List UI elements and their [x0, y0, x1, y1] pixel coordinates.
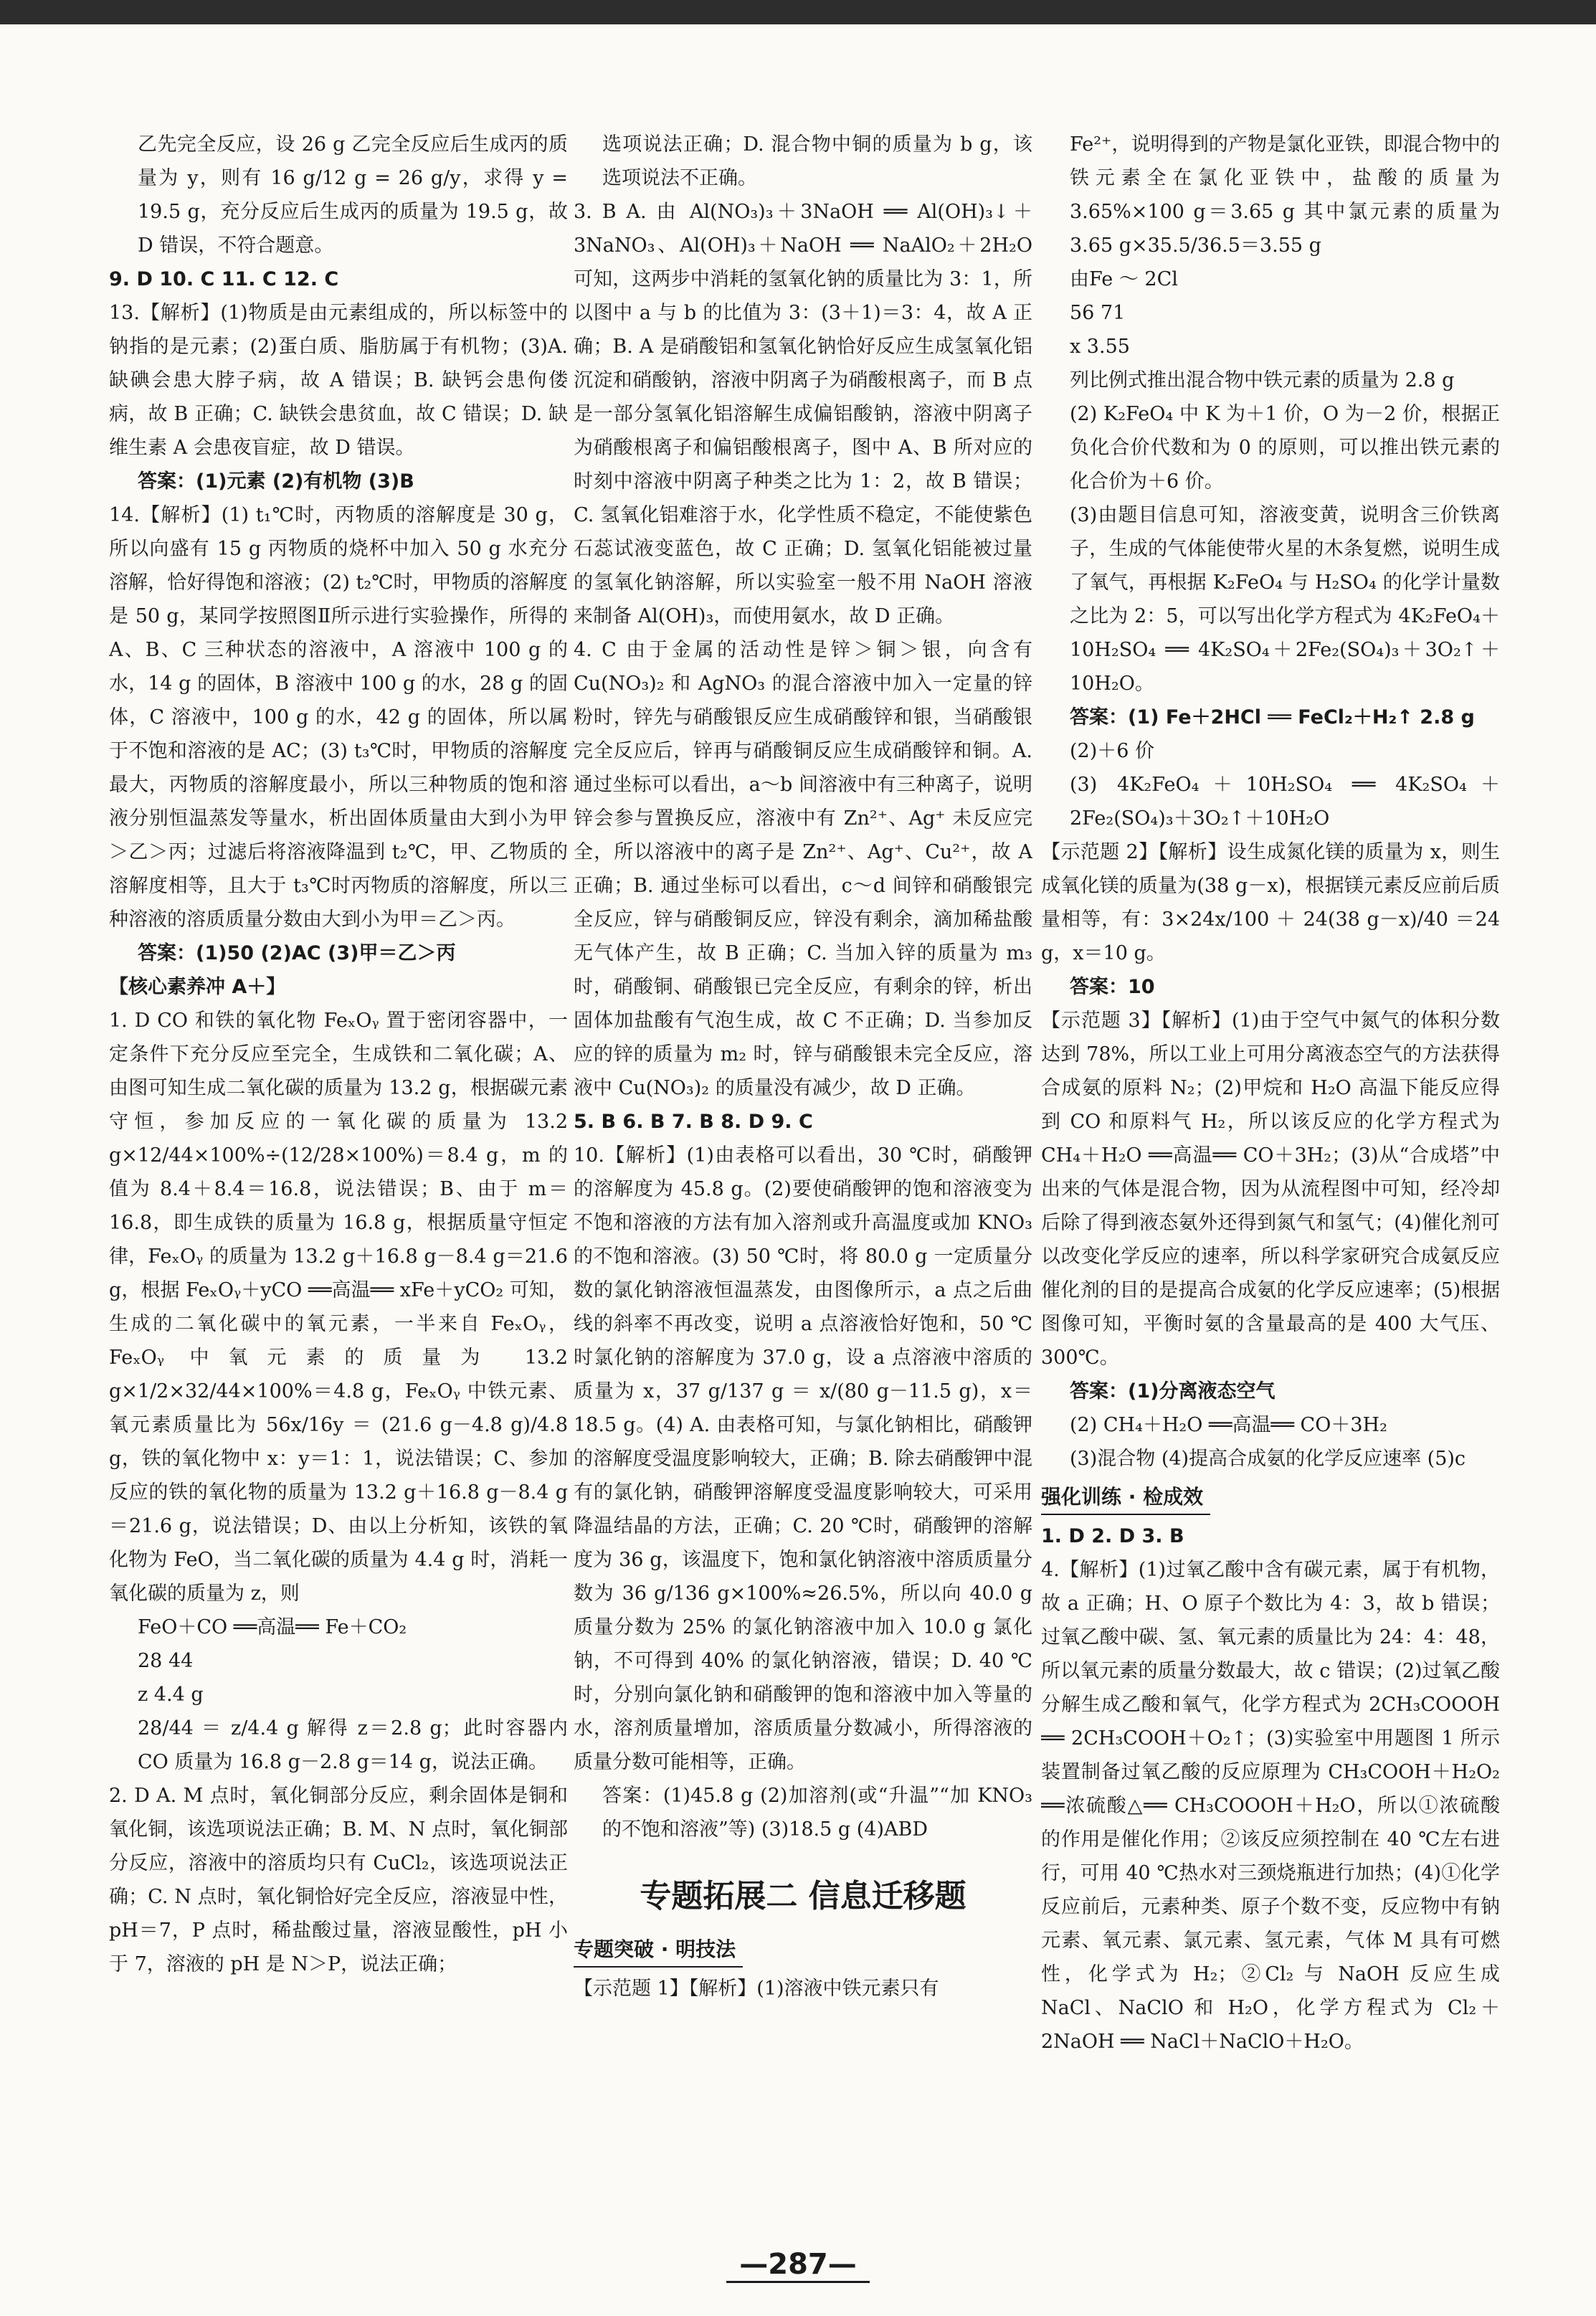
paragraph: 14.【解析】(1) t₁℃时，丙物质的溶解度是 30 g，所以向盛有 15 g 丙物质的烧杯中加入 50 g 水充分溶解，恰好得饱和溶液；(2) t₂℃时，甲物质的溶解度是 50 g，某同学按照图Ⅱ所示进行实验操作，所得的 A、B、C 三种状态的溶液中，A 溶液中 100 g 的水，14 g 的固体，B 溶液中 100 g 的水，28 g 的固体，C 溶液中，100 g 的水，42 g 的固体，所以属于不饱和溶液的是 AC；(3) t₃℃时，甲物质的溶解度最大，丙物质的溶解度最小，所以三种物质的饱和溶液分别恒温蒸发等量水，析出固体质量由大到小为甲＞乙＞丙；过滤后将溶液降温到 t₂℃，甲、乙物质的溶解度相等，且大于 t₃℃时丙物质的溶解度，所以三种溶液的溶质质量分数由大到小为甲＝乙＞丙。: [109, 504, 568, 931]
paragraph: Fe²⁺，说明得到的产物是氯化亚铁，即混合物中的铁元素全在氯化亚铁中，盐酸的质量为 3.65%×100 g＝3.65 g 其中氯元素的质量为 3.65 g×35.5/36.5＝3.55 g: [1070, 133, 1500, 257]
equation-line: FeO＋CO ══高温══ Fe＋CO₂: [138, 1616, 407, 1638]
column-left: [109, 128, 568, 2207]
answer-line: (3) 4K₂FeO₄＋10H₂SO₄ ══ 4K₂SO₄＋2Fe₂(SO₄)₃＋3O₂↑＋10H₂O: [1070, 774, 1500, 830]
paragraph: 列比例式推出混合物中铁元素的质量为 2.8 g: [1070, 369, 1455, 391]
paragraph: 1. D CO 和铁的氧化物 FeₓOᵧ 置于密闭容器中，一定条件下充分反应至完全，生成铁和二氧化碳；A、由图可知生成二氧化碳的质量为 13.2 g，根据碳元素守恒，参加反应的一氧化碳的质量为 13.2 g×12/44×100%÷(12/28×100%)＝8.4 g，m 的值为 8.4＋8.4＝16.8，说法错误；B、由于 m＝16.8，即生成铁的质量为 16.8 g，根据质量守恒定律，FeₓOᵧ 的质量为 13.2 g＋16.8 g－8.4 g＝21.6 g，根据 FeₓOᵧ＋yCO ══高温══ xFe＋yCO₂ 可知，生成的二氧化碳中的氧元素，一半来自 FeₓOᵧ，FeₓOᵧ 中氧元素的质量为 13.2 g×1/2×32/44×100%＝4.8 g，FeₓOᵧ 中铁元素、氧元素质量比为 56x/16y ＝ (21.6 g－4.8 g)/4.8 g，铁的氧化物中 x：y＝1：1，说法错误；C、参加反应的铁的氧化物的质量为 13.2 g＋16.8 g－8.4 g＝21.6 g，说法错误；D、由以上分析知，该铁的氧化物为 FeO，当二氧化碳的质量为 4.4 g 时，消耗一氧化碳的质量为 z，则: [109, 1010, 568, 1605]
answer-line: 9. D 10. C 11. C 12. C: [109, 268, 339, 290]
paragraph: 10.【解析】(1)由表格可以看出，30 ℃时，硝酸钾的溶解度为 45.8 g。(2)要使硝酸钾的饱和溶液变为不饱和溶液的方法有加入溶剂或升高温度或加 KNO₃ 的不饱和溶液。(3) 50 ℃时，将 80.0 g 一定质量分数的氯化钠溶液恒温蒸发，由图像所示，a 点之后曲线的斜率不再改变，说明 a 点溶液恰好饱和，50 ℃时氯化钠的溶解度为 37.0 g，设 a 点溶液中溶质的质量为 x，37 g/137 g ＝ x/(80 g－11.5 g)，x＝18.5 g。(4) A. 由表格可知，与氯化钠相比，硝酸钾的溶解度受温度影响较大，正确；B. 除去硝酸钾中混有的氯化钠，硝酸钾溶解度受温度影响较大，可采用降温结晶的方法，正确；C. 20 ℃时，硝酸钾的溶解度为 36 g，该温度下，饱和氯化钠溶液中溶质质量分数为 36 g/136 g×100%≈26.5%，所以向 40.0 g 质量分数为 25% 的氯化钠溶液中加入 10.0 g 氯化钠，不可得到 40% 的氯化钠溶液，错误；D. 40 ℃时，分别向氯化钠和硝酸钾的饱和溶液中加入等量的水，溶剂质量增加，溶质质量分数减小，所得溶液的质量分数可能相等，正确。: [574, 1144, 1032, 1773]
answer-line: 答案：(1) Fe＋2HCl ══ FeCl₂＋H₂↑ 2.8 g: [1070, 706, 1475, 729]
paragraph: 2. D A. M 点时，氧化铜部分反应，剩余固体是铜和氧化铜，该选项说法正确；B. M、N 点时，氧化铜部分反应，溶液中的溶质均只有 CuCl₂，该选项说法正确；C. N 点时，氧化铜恰好完全反应，溶液显中性，pH＝7，P 点时，稀盐酸过量，溶液显酸性，pH 小于 7，溶液的 pH 是 N＞P，说法正确；: [109, 1785, 568, 1975]
paragraph: 【示范题 1】【解析】(1)溶液中铁元素只有: [574, 1978, 939, 2000]
top-border-strip: [0, 0, 1596, 24]
paragraph: 乙先完全反应，设 26 g 乙完全反应后生成丙的质量为 y，则有 16 g/12 g = 26 g/y，求得 y = 19.5 g，充分反应后生成丙的质量为 19.5 g，故 D 错误，不符合题意。: [138, 133, 568, 257]
paragraph: 4. C 由于金属的活动性是锌＞铜＞银，向含有 Cu(NO₃)₂ 和 AgNO₃ 的混合溶液中加入一定量的锌粉时，锌先与硝酸银反应生成硝酸锌和银，当硝酸银完全反应后，锌再与硝酸铜反应生成硝酸锌和铜。A. 通过坐标可以看出，a～b 间溶液中有三种离子，说明锌会参与置换反应，溶液中有 Zn²⁺、Ag⁺ 未反应完全，所以溶液中的离子是 Zn²⁺、Ag⁺、Cu²⁺，故 A 正确；B. 通过坐标可以看出，c～d 间锌和硝酸银完全反应，锌与硝酸铜反应，锌没有剩余，滴加稀盐酸无气体产生，故 B 正确；C. 当加入锌的质量为 m₃ 时，硝酸铜、硝酸银已完全反应，有剩余的锌，析出固体加盐酸有气泡生成，故 C 不正确；D. 当参加反应的锌的质量为 m₂ 时，锌与硝酸银未完全反应，溶液中 Cu(NO₃)₂ 的质量没有减少，故 D 正确。: [574, 639, 1032, 1099]
equation-line: 56 71: [1070, 302, 1126, 324]
paragraph: (3)由题目信息可知，溶液变黄，说明含三价铁离子，生成的气体能使带火星的木条复燃，说明生成了氧气，再根据 K₂FeO₄ 与 H₂SO₄ 的化学计量数之比为 2：5，可以写出化学方程式为 4K₂FeO₄＋10H₂SO₄ ══ 4K₂SO₄＋2Fe₂(SO₄)₃＋3O₂↑＋10H₂O。: [1070, 504, 1500, 695]
paragraph: 28/44 ＝ z/4.4 g 解得 z＝2.8 g；此时容器内 CO 质量为 16.8 g－2.8 g＝14 g，说法正确。: [138, 1717, 568, 1773]
answer-line: (2)＋6 价: [1070, 740, 1155, 762]
answer-line: 5. B 6. B 7. B 8. D 9. C: [574, 1111, 813, 1133]
paragraph: 【示范题 3】【解析】(1)由于空气中氮气的体积分数达到 78%，所以工业上可用分离液态空气的方法获得合成氨的原料 N₂；(2)甲烷和 H₂O 高温下能反应得到 CO 和原料气 H₂，所以该反应的化学方程式为 CH₄＋H₂O ══高温══ CO＋3H₂；(3)从“合成塔”中出来的气体是混合物，因为从流程图中可知，经冷却后除了得到液态氨外还得到氮气和氢气；(4)催化剂可以改变化学反应的速率，所以科学家研究合成氨反应催化剂的目的是提高合成氨的化学反应速率；(5)根据图像可知，平衡时氨的含量最高的是 400 大气压、300℃。: [1041, 1010, 1500, 1369]
subsection-heading: 专题突破 · 明技法: [574, 1932, 743, 1968]
answer-line: (2) CH₄＋H₂O ══高温══ CO＋3H₂: [1070, 1414, 1387, 1436]
equation-line: 28 44: [138, 1650, 194, 1672]
answer-line: 答案：10: [1070, 976, 1155, 998]
paragraph: 选项说法正确；D. 混合物中铜的质量为 b g，该选项说法不正确。: [602, 133, 1032, 189]
paragraph: (2) K₂FeO₄ 中 K 为＋1 价，O 为－2 价，根据正负化合价代数和为 0 的原则，可以推出铁元素的化合价为＋6 价。: [1070, 403, 1500, 493]
answer-line: 答案：(1)分离液态空气: [1070, 1380, 1276, 1403]
column-middle: [574, 128, 1032, 2207]
paragraph: 3. B A. 由 Al(NO₃)₃＋3NaOH ══ Al(OH)₃↓＋3NaNO₃、Al(OH)₃＋NaOH ══ NaAlO₂＋2H₂O 可知，这两步中消耗的氢氧化钠的质量比为 3：1，所以图中 a 与 b 的比值为 3：(3＋1)＝3：4，故 A 正确；B. A 是硝酸铝和氢氧化钠恰好反应生成氢氧化铝沉淀和硝酸钠，溶液中阴离子为硝酸根离子，而 B 点是一部分氢氧化铝溶解生成偏铝酸钠，溶液中阴离子为硝酸根离子和偏铝酸根离子，图中 A、B 所对应的时刻中溶液中阴离子种类之比为 1：2，故 B 错误；C. 氢氧化铝难溶于水，化学性质不稳定，不能使紫色石蕊试液变蓝色，故 C 正确；D. 氢氧化铝能被过量的氢氧化钠溶解，所以实验室一般不用 NaOH 溶液来制备 Al(OH)₃，而使用氨水，故 D 正确。: [574, 201, 1032, 627]
section-heading: 专题拓展二 信息迁移题: [640, 1878, 966, 1914]
paragraph: 4.【解析】(1)过氧乙酸中含有碳元素，属于有机物，故 a 正确；H、O 原子个数比为 4：3，故 b 错误；过氧乙酸中碳、氢、氧元素的质量比为 24：4：48，所以氧元素的质量分数最大，故 c 错误；(2)过氧乙酸分解生成乙酸和氧气，化学方程式为 2CH₃COOOH ══ 2CH₃COOH＋O₂↑；(3)实验室中用题图 1 所示装置制备过氧乙酸的反应原理为 CH₃COOH＋H₂O₂ ══浓硫酸△══ CH₃COOOH＋H₂O，所以①浓硫酸的作用是催化作用；②该反应须控制在 40 ℃左右进行，可用 40 ℃热水对三颈烧瓶进行加热；(4)①化学反应前后，元素种类、原子个数不变，反应物中有钠元素、氧元素、氯元素、氢元素，气体 M 具有可燃性，化学式为 H₂；②Cl₂ 与 NaOH 反应生成 NaCl、NaClO 和 H₂O，化学方程式为 Cl₂＋2NaOH ══ NaCl＋NaClO＋H₂O。: [1041, 1559, 1500, 2053]
answer-line: 1. D 2. D 3. B: [1041, 1525, 1184, 1547]
answer-line: (3)混合物 (4)提高合成氨的化学反应速率 (5)c: [1070, 1448, 1466, 1470]
section-label: 【核心素养冲 A＋】: [109, 976, 286, 998]
equation-line: z 4.4 g: [138, 1684, 204, 1706]
answer-line: 答案：(1)50 (2)AC (3)甲＝乙＞丙: [138, 942, 456, 964]
paragraph: 【示范题 2】【解析】设生成氮化镁的质量为 x，则生成氧化镁的质量为(38 g－x)，根据镁元素反应前后质量相等，有：3×24x/100 ＋ 24(38 g－x)/40 ＝24 g，x＝10 g。: [1041, 841, 1500, 964]
answer-line: 答案：(1)元素 (2)有机物 (3)B: [138, 470, 414, 493]
paragraph: 13.【解析】(1)物质是由元素组成的，所以标签中的钠指的是元素；(2)蛋白质、脂肪属于有机物；(3)A. 缺碘会患大脖子病，故 A 错误；B. 缺钙会患佝偻病，故 B 正确；C. 缺铁会患贫血，故 C 错误；D. 缺维生素 A 会患夜盲症，故 D 错误。: [109, 302, 568, 459]
page-number: [0, 2248, 1596, 2281]
page-number-text: —287—: [726, 2248, 870, 2283]
equation-line: 由Fe ～ 2Cl: [1070, 268, 1178, 290]
equation-line: x 3.55: [1070, 336, 1130, 358]
answer-line: 答案：(1)45.8 g (2)加溶剂(或“升温”“加 KNO₃ 的不饱和溶液”等) (3)18.5 g (4)ABD: [602, 1785, 1032, 1841]
subsection-heading: 强化训练 · 检成效: [1041, 1480, 1210, 1515]
column-right: [1041, 128, 1500, 2207]
